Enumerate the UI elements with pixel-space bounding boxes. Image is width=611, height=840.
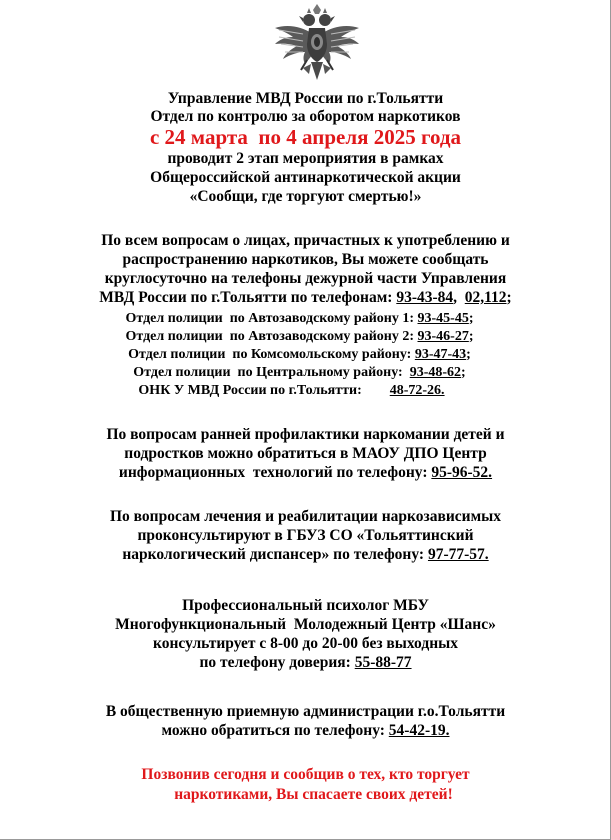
closing-line-1: Позвонив сегодня и сообщив о тех, кто торгует [141, 766, 470, 783]
closing-line-2: наркотиками, Вы спасаете своих детей! [174, 786, 453, 803]
prevention-line-2: подростков можно обратиться в МАОУ ДПО Центр [124, 445, 487, 462]
duty-phone-1: 93-43-84 [396, 289, 454, 306]
prevention-line-3: информационных технологий по телефону: 95-96-52. [118, 464, 493, 481]
prevention-line-1: По вопросам ранней профилактики наркомании детей и [106, 426, 505, 443]
mvd-emblem-icon [273, 4, 361, 86]
intro-line-4: МВД России по г.Тольятти по телефонам: 93-43-84, 02,112; [99, 289, 512, 306]
header-line-1: Управление МВД России по г.Тольятти [167, 90, 444, 107]
treatment-line-1: По вопросам лечения и реабилитации наркозависимых [109, 508, 502, 525]
reception-phone: 54-42-19. [388, 722, 450, 739]
header-line-2: Отдел по контролю за оборотом наркотиков [150, 108, 461, 125]
intro-line-1: По всем вопросам о лицах, причастных к употреблению и [101, 232, 510, 249]
prevention-phone: 95-96-52. [431, 464, 493, 481]
intro-line-2: распространению наркотиков, Вы можете сообщать [122, 251, 489, 268]
department-row: Отдел полиции по Автозаводскому району 1: 93-45-45; [125, 311, 474, 326]
treatment-line-3: наркологический диспансер» по телефону: 97-77-57. [122, 546, 489, 563]
header-line-3: проводит 2 этап мероприятия в рамках [167, 150, 444, 167]
reception-line-2: можно обратиться по телефону: 54-42-19. [161, 722, 450, 739]
campaign-slogan: «Сообщи, где торгуют смертью!» [189, 188, 422, 205]
treatment-line-2: проконсультируют в ГБУЗ СО «Тольяттинский [137, 527, 474, 544]
department-row: Отдел полиции по Автозаводскому району 2: 93-46-27; [125, 329, 474, 344]
event-dates: с 24 марта по 4 апреля 2025 года [149, 125, 462, 149]
psychologist-line-1: Профессиональный психолог МБУ [182, 597, 429, 614]
header-line-4: Общероссийской антинаркотической акции [150, 169, 461, 186]
psychologist-line-2: Многофункциональный Молодежный Центр «Шанс» [115, 616, 496, 633]
trust-phone: 55-88-77 [354, 654, 412, 671]
duty-phone-2: 02,112 [464, 289, 507, 306]
department-row: Отдел полиции по Комсомольскому району: 93-47-43; [128, 347, 471, 362]
department-row: ОНК У МВД России по г.Тольятти: 48-72-26. [138, 383, 445, 398]
psychologist-line-4: по телефону доверия: 55-88-77 [199, 654, 412, 671]
department-row: Отдел полиции по Центральному району: 93-48-62; [133, 365, 466, 380]
reception-line-1: В общественную приемную администрации г.о.Тольятти [105, 703, 506, 720]
intro-line-3: круглосуточно на телефоны дежурной части Управления [104, 270, 507, 287]
psychologist-line-3: консультирует с 8-00 до 20-00 без выходных [153, 635, 458, 652]
treatment-phone: 97-77-57. [427, 546, 489, 563]
